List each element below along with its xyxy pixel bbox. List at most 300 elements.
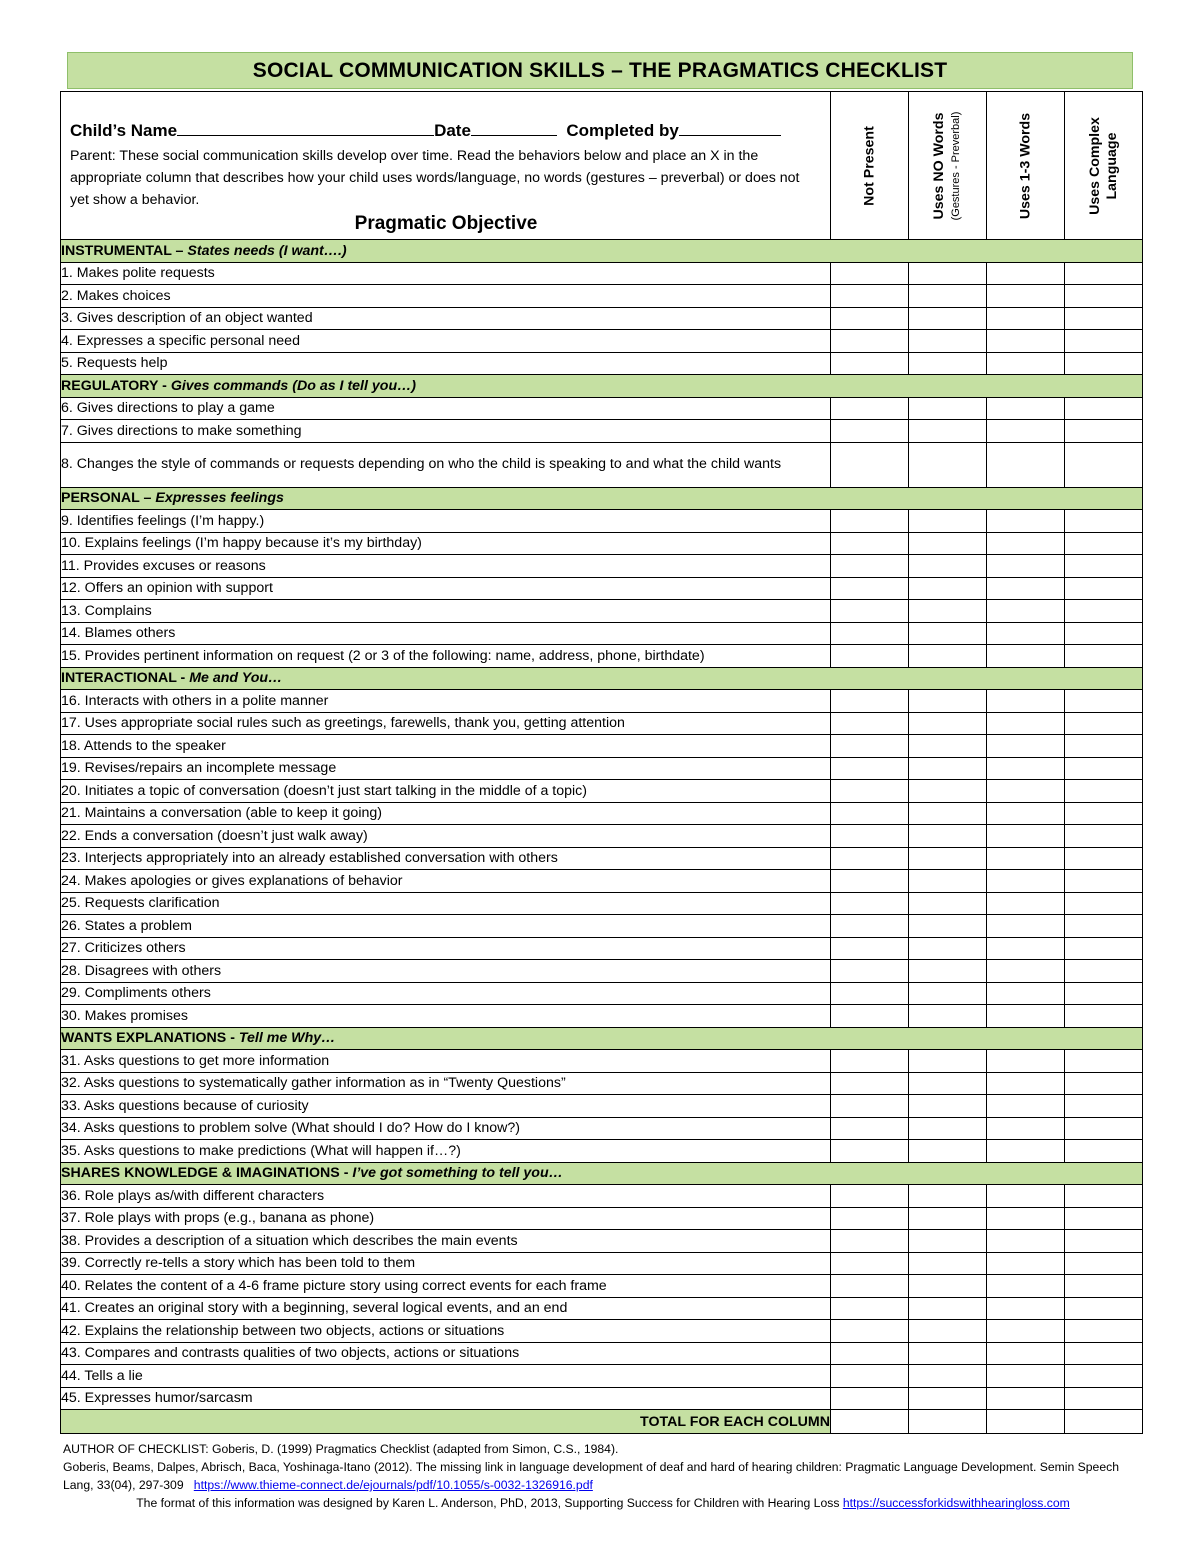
checkbox-cell-no-words[interactable] [909,1387,987,1410]
checkbox-cell-no-words[interactable] [909,600,987,623]
checkbox-cell-one-three-words[interactable] [987,1207,1065,1230]
checkbox-cell-no-words[interactable] [909,960,987,983]
checkbox-cell-one-three-words[interactable] [987,577,1065,600]
checkbox-cell-one-three-words[interactable] [987,1230,1065,1253]
citation [63,1458,1143,1494]
checkbox-cell-one-three-words[interactable] [987,442,1065,487]
checkbox-cell-not-present[interactable] [831,1095,909,1118]
checkbox-cell-no-words[interactable] [909,1117,987,1140]
completed-by-field[interactable] [679,120,781,136]
checkbox-cell-complex-language[interactable] [1065,1252,1143,1275]
completed-by-label: Completed by [566,121,679,140]
checkbox-cell-not-present[interactable] [831,397,909,420]
checklist-row [61,645,1143,668]
checkbox-cell-one-three-words[interactable] [987,307,1065,330]
section-row [61,1027,1143,1050]
checkbox-cell-complex-language[interactable] [1065,712,1143,735]
checkbox-cell-complex-language[interactable] [1065,690,1143,713]
checklist-row [61,1342,1143,1365]
section-separator: – [139,490,156,507]
section-name: INSTRUMENTAL [61,242,172,259]
checkbox-cell-not-present[interactable] [831,780,909,803]
checkbox-cell-not-present[interactable] [831,645,909,668]
checkbox-cell-complex-language[interactable] [1065,960,1143,983]
checkbox-cell-one-three-words[interactable] [987,645,1065,668]
checkbox-cell-not-present[interactable] [831,1297,909,1320]
checkbox-cell-not-present[interactable] [831,1072,909,1095]
checkbox-cell-complex-language[interactable] [1065,915,1143,938]
checkbox-cell-no-words[interactable] [909,690,987,713]
checkbox-cell-not-present[interactable] [831,1005,909,1028]
checkbox-cell-not-present[interactable] [831,420,909,443]
column-header-no-words [909,92,987,240]
checkbox-cell-complex-language[interactable] [1065,1297,1143,1320]
checkbox-cell-no-words[interactable] [909,397,987,420]
checkbox-cell-not-present[interactable] [831,825,909,848]
checkbox-cell-one-three-words[interactable] [987,1297,1065,1320]
checkbox-cell-not-present[interactable] [831,937,909,960]
section-name: PERSONAL [61,490,140,507]
behavior-text: 16. Interacts with others in a polite manner [61,690,831,713]
format-note-link[interactable]: https://successforkidswithhearingloss.com [842,1496,1070,1510]
checkbox-cell-one-three-words[interactable] [987,352,1065,375]
section-separator: - [176,670,190,687]
checkbox-cell-no-words[interactable] [909,1005,987,1028]
checkbox-cell-complex-language[interactable] [1065,285,1143,308]
checkbox-cell-no-words[interactable] [909,982,987,1005]
section-separator: - [339,1165,353,1182]
checkbox-cell-not-present[interactable] [831,1140,909,1163]
checkbox-cell-complex-language[interactable] [1065,780,1143,803]
checkbox-cell-no-words[interactable] [909,1050,987,1073]
behavior-text: 20. Initiates a topic of conversation (doesn’t just start talking in the middle of a topic) [61,780,831,803]
checkbox-cell-complex-language[interactable] [1065,352,1143,375]
checklist-row [61,1387,1143,1410]
checkbox-cell-one-three-words[interactable] [987,1140,1065,1163]
behavior-text: 1. Makes polite requests [61,262,831,285]
checkbox-cell-no-words[interactable] [909,442,987,487]
behavior-text: 45. Expresses humor/sarcasm [61,1387,831,1410]
checkbox-cell-complex-language[interactable] [1065,870,1143,893]
childs-name-label: Child’s Name [70,121,178,140]
total-box-complex-language[interactable] [1065,1410,1143,1434]
checkbox-cell-one-three-words[interactable] [987,847,1065,870]
checkbox-cell-complex-language[interactable] [1065,1387,1143,1410]
checkbox-cell-no-words[interactable] [909,1230,987,1253]
childs-name-field[interactable] [177,120,434,136]
behavior-text: 39. Correctly re-tells a story which has been told to them [61,1252,831,1275]
checklist-row [61,892,1143,915]
checkbox-cell-one-three-words[interactable] [987,802,1065,825]
citation-link[interactable]: https://www.thieme-connect.de/ejournals/pdf/10.1055/s-0032-1326916.pdf [193,1478,593,1492]
checkbox-cell-not-present[interactable] [831,1275,909,1298]
behavior-text: 34. Asks questions to problem solve (What should I do? How do I know?) [61,1117,831,1140]
checkbox-cell-not-present[interactable] [831,285,909,308]
behavior-text: 6. Gives directions to play a game [61,397,831,420]
checkbox-cell-not-present[interactable] [831,982,909,1005]
checkbox-cell-no-words[interactable] [909,1095,987,1118]
checkbox-cell-not-present[interactable] [831,600,909,623]
checkbox-cell-complex-language[interactable] [1065,645,1143,668]
checklist-row [61,1117,1143,1140]
checkbox-cell-one-three-words[interactable] [987,1095,1065,1118]
behavior-text: 17. Uses appropriate social rules such as greetings, farewells, thank you, getting attention [61,712,831,735]
checkbox-cell-not-present[interactable] [831,847,909,870]
checkbox-cell-complex-language[interactable] [1065,577,1143,600]
checklist-row [61,1207,1143,1230]
column-header-complex-language [1065,92,1143,240]
behavior-text: 8. Changes the style of commands or requests depending on who the child is speaking to and what the child wants [61,442,831,487]
behavior-text: 10. Explains feelings (I’m happy because it’s my birthday) [61,532,831,555]
behavior-text: 26. States a problem [61,915,831,938]
checkbox-cell-no-words[interactable] [909,420,987,443]
behavior-text: 19. Revises/repairs an incomplete message [61,757,831,780]
checkbox-cell-one-three-words[interactable] [987,600,1065,623]
checkbox-cell-complex-language[interactable] [1065,1342,1143,1365]
citation-text: Goberis, Beams, Dalpes, Abrisch, Baca, Yoshinaga-Itano (2012). The missing link in language development of deaf and hard of hearing children: Pragmatic Language Development. Semin Speech Lang, 33(04), 297-309 [63,1460,1119,1492]
checklist-row [61,420,1143,443]
checkbox-cell-one-three-words[interactable] [987,735,1065,758]
checkbox-cell-no-words[interactable] [909,780,987,803]
checkbox-cell-one-three-words[interactable] [987,330,1065,353]
checkbox-cell-no-words[interactable] [909,577,987,600]
behavior-text: 29. Compliments others [61,982,831,1005]
checkbox-cell-one-three-words[interactable] [987,1050,1065,1073]
checkbox-cell-complex-language[interactable] [1065,1117,1143,1140]
checklist-row [61,285,1143,308]
section-header [61,240,1143,263]
checkbox-cell-no-words[interactable] [909,1320,987,1343]
checklist-row [61,1050,1143,1073]
checkbox-cell-one-three-words[interactable] [987,982,1065,1005]
section-separator: - [158,377,171,394]
section-name: INTERACTIONAL [61,670,177,687]
checklist-row [61,1185,1143,1208]
total-box-not-present[interactable] [831,1410,909,1434]
section-subtitle: Gives commands (Do as I tell you…) [170,377,417,394]
checklist-row [61,1320,1143,1343]
checkbox-cell-one-three-words[interactable] [987,937,1065,960]
total-row [61,1410,1143,1434]
checkbox-cell-not-present[interactable] [831,712,909,735]
checkbox-cell-complex-language[interactable] [1065,1050,1143,1073]
checkbox-cell-complex-language[interactable] [1065,330,1143,353]
checkbox-cell-not-present[interactable] [831,532,909,555]
section-subtitle: I’ve got something to tell you… [352,1165,563,1182]
checkbox-cell-not-present[interactable] [831,330,909,353]
checkbox-cell-one-three-words[interactable] [987,825,1065,848]
checkbox-cell-no-words[interactable] [909,1185,987,1208]
checkbox-cell-not-present[interactable] [831,1342,909,1365]
behavior-text: 7. Gives directions to make something [61,420,831,443]
section-header [61,487,1143,510]
checkbox-cell-complex-language[interactable] [1065,1140,1143,1163]
checkbox-cell-one-three-words[interactable] [987,690,1065,713]
checklist-row [61,802,1143,825]
behavior-text: 4. Expresses a specific personal need [61,330,831,353]
checkbox-cell-no-words[interactable] [909,622,987,645]
checkbox-cell-complex-language[interactable] [1065,622,1143,645]
behavior-text: 23. Interjects appropriately into an already established conversation with others [61,847,831,870]
checkbox-cell-one-three-words[interactable] [987,555,1065,578]
no-words-sublabel: (Gestures - Preverbal) [949,111,962,220]
checkbox-cell-no-words[interactable] [909,352,987,375]
checkbox-cell-no-words[interactable] [909,307,987,330]
one-three-words-label: Uses 1-3 Words [1017,112,1033,219]
checkbox-cell-complex-language[interactable] [1065,1005,1143,1028]
checkbox-cell-no-words[interactable] [909,510,987,533]
pragmatic-objective-heading: Pragmatic Objective [354,213,538,234]
checkbox-cell-one-three-words[interactable] [987,1252,1065,1275]
checkbox-cell-one-three-words[interactable] [987,420,1065,443]
total-box-one-three-words[interactable] [987,1410,1065,1434]
section-row [61,375,1143,398]
checkbox-cell-not-present[interactable] [831,1252,909,1275]
checkbox-cell-complex-language[interactable] [1065,1072,1143,1095]
checkbox-cell-not-present[interactable] [831,577,909,600]
behavior-text: 25. Requests clarification [61,892,831,915]
checklist-row [61,262,1143,285]
checkbox-cell-not-present[interactable] [831,757,909,780]
checkbox-cell-not-present[interactable] [831,690,909,713]
checkbox-cell-one-three-words[interactable] [987,397,1065,420]
checkbox-cell-not-present[interactable] [831,555,909,578]
checkbox-cell-one-three-words[interactable] [987,1185,1065,1208]
checkbox-cell-no-words[interactable] [909,1207,987,1230]
checklist-row [61,577,1143,600]
behavior-text: 42. Explains the relationship between two objects, actions or situations [61,1320,831,1343]
section-name: REGULATORY [61,377,159,394]
checkbox-cell-not-present[interactable] [831,915,909,938]
behavior-text: 5. Requests help [61,352,831,375]
section-header [61,375,1143,398]
checkbox-cell-no-words[interactable] [909,645,987,668]
checkbox-cell-no-words[interactable] [909,1140,987,1163]
checkbox-cell-not-present[interactable] [831,352,909,375]
checkbox-cell-not-present[interactable] [831,1117,909,1140]
checkbox-cell-no-words[interactable] [909,1365,987,1388]
behavior-text: 14. Blames others [61,622,831,645]
checkbox-cell-complex-language[interactable] [1065,1095,1143,1118]
checkbox-cell-one-three-words[interactable] [987,892,1065,915]
checkbox-cell-complex-language[interactable] [1065,420,1143,443]
checkbox-cell-complex-language[interactable] [1065,510,1143,533]
checkbox-cell-complex-language[interactable] [1065,555,1143,578]
checkbox-cell-one-three-words[interactable] [987,960,1065,983]
checkbox-cell-complex-language[interactable] [1065,532,1143,555]
checklist-row [61,1275,1143,1298]
checkbox-cell-no-words[interactable] [909,1342,987,1365]
behavior-text: 30. Makes promises [61,1005,831,1028]
behavior-text: 11. Provides excuses or reasons [61,555,831,578]
checklist-row [61,555,1143,578]
checkbox-cell-not-present[interactable] [831,307,909,330]
checkbox-cell-not-present[interactable] [831,1230,909,1253]
checkbox-cell-one-three-words[interactable] [987,712,1065,735]
checkbox-cell-complex-language[interactable] [1065,397,1143,420]
checkbox-cell-complex-language[interactable] [1065,1185,1143,1208]
checkbox-cell-complex-language[interactable] [1065,442,1143,487]
checkbox-cell-one-three-words[interactable] [987,1342,1065,1365]
checkbox-cell-no-words[interactable] [909,825,987,848]
header-row [61,92,1143,240]
behavior-text: 36. Role plays as/with different characters [61,1185,831,1208]
checkbox-cell-not-present[interactable] [831,1387,909,1410]
checkbox-cell-one-three-words[interactable] [987,622,1065,645]
checklist-row [61,532,1143,555]
checklist-row [61,330,1143,353]
checkbox-cell-one-three-words[interactable] [987,1275,1065,1298]
format-note-text: The format of this information was designed by Karen L. Anderson, PhD, 2013, Supporting Success for Children with Hearing Loss [136,1496,840,1510]
checkbox-cell-no-words[interactable] [909,532,987,555]
checkbox-cell-no-words[interactable] [909,262,987,285]
section-subtitle: Expresses feelings [155,490,284,507]
checkbox-cell-one-three-words[interactable] [987,510,1065,533]
section-separator: – [171,242,188,259]
checkbox-cell-complex-language[interactable] [1065,982,1143,1005]
checkbox-cell-one-three-words[interactable] [987,1387,1065,1410]
checkbox-cell-not-present[interactable] [831,870,909,893]
checkbox-cell-no-words[interactable] [909,1275,987,1298]
checkbox-cell-not-present[interactable] [831,442,909,487]
checkbox-cell-no-words[interactable] [909,1297,987,1320]
behavior-text: 40. Relates the content of a 4-6 frame picture story using correct events for each frame [61,1275,831,1298]
checklist-row [61,915,1143,938]
checkbox-cell-one-three-words[interactable] [987,1005,1065,1028]
total-box-no-words[interactable] [909,1410,987,1434]
checkbox-cell-no-words[interactable] [909,937,987,960]
instructions-text: Parent: These social communication skills develop over time. Read the behaviors below and place an X in the appropriate column that describes how your child uses words/language, no words (gestures – preverbal) or does not yet show a behavior. [70,148,800,208]
checkbox-cell-one-three-words[interactable] [987,870,1065,893]
checklist-row [61,442,1143,487]
complex-label-line1: Uses Complex [1086,116,1103,215]
behavior-text: 38. Provides a description of a situation which describes the main events [61,1230,831,1253]
behavior-text: 44. Tells a lie [61,1365,831,1388]
checkbox-cell-complex-language[interactable] [1065,1320,1143,1343]
checkbox-cell-complex-language[interactable] [1065,937,1143,960]
checkbox-cell-complex-language[interactable] [1065,892,1143,915]
behavior-text: 15. Provides pertinent information on request (2 or 3 of the following: name, address, phone, birthdate) [61,645,831,668]
checklist-row [61,825,1143,848]
checkbox-cell-no-words[interactable] [909,712,987,735]
checkbox-cell-complex-language[interactable] [1065,262,1143,285]
format-note [63,1494,1143,1512]
behavior-text: 3. Gives description of an object wanted [61,307,831,330]
checkbox-cell-no-words[interactable] [909,285,987,308]
checkbox-cell-no-words[interactable] [909,330,987,353]
checkbox-cell-not-present[interactable] [831,1320,909,1343]
behavior-text: 32. Asks questions to systematically gather information as in “Twenty Questions” [61,1072,831,1095]
checkbox-cell-no-words[interactable] [909,892,987,915]
checkbox-cell-not-present[interactable] [831,510,909,533]
checkbox-cell-one-three-words[interactable] [987,757,1065,780]
checklist-row [61,1297,1143,1320]
section-row [61,487,1143,510]
checklist-row [61,1365,1143,1388]
checkbox-cell-no-words[interactable] [909,870,987,893]
checklist-row [61,1230,1143,1253]
checkbox-cell-one-three-words[interactable] [987,285,1065,308]
checkbox-cell-complex-language[interactable] [1065,757,1143,780]
checklist-row [61,1140,1143,1163]
section-row [61,1162,1143,1185]
checkbox-cell-not-present[interactable] [831,622,909,645]
checkbox-cell-complex-language[interactable] [1065,1275,1143,1298]
behavior-text: 21. Maintains a conversation (able to keep it going) [61,802,831,825]
column-header-not-present [831,92,909,240]
checkbox-cell-complex-language[interactable] [1065,600,1143,623]
checkbox-cell-not-present[interactable] [831,735,909,758]
checkbox-cell-not-present[interactable] [831,802,909,825]
checkbox-cell-one-three-words[interactable] [987,915,1065,938]
not-present-label: Not Present [861,125,877,206]
section-header [61,1162,1143,1185]
checkbox-cell-complex-language[interactable] [1065,1230,1143,1253]
checkbox-cell-no-words[interactable] [909,1072,987,1095]
checkbox-cell-no-words[interactable] [909,915,987,938]
checkbox-cell-no-words[interactable] [909,735,987,758]
checkbox-cell-one-three-words[interactable] [987,1117,1065,1140]
checkbox-cell-no-words[interactable] [909,757,987,780]
section-row [61,667,1143,690]
checkbox-cell-one-three-words[interactable] [987,1320,1065,1343]
behavior-text: 18. Attends to the speaker [61,735,831,758]
checkbox-cell-not-present[interactable] [831,1207,909,1230]
checklist-row [61,1095,1143,1118]
checkbox-cell-not-present[interactable] [831,1185,909,1208]
date-field[interactable] [471,120,557,136]
checkbox-cell-one-three-words[interactable] [987,1072,1065,1095]
behavior-text: 31. Asks questions to get more information [61,1050,831,1073]
checkbox-cell-complex-language[interactable] [1065,825,1143,848]
section-header [61,667,1143,690]
checklist-row [61,1005,1143,1028]
checkbox-cell-not-present[interactable] [831,960,909,983]
checklist-row [61,600,1143,623]
section-header [61,1027,1143,1050]
section-row [61,240,1143,263]
checkbox-cell-no-words[interactable] [909,1252,987,1275]
checklist-row [61,1072,1143,1095]
checkbox-cell-no-words[interactable] [909,555,987,578]
checkbox-cell-complex-language[interactable] [1065,307,1143,330]
checkbox-cell-one-three-words[interactable] [987,532,1065,555]
behavior-text: 13. Complains [61,600,831,623]
checkbox-cell-one-three-words[interactable] [987,262,1065,285]
checkbox-cell-not-present[interactable] [831,262,909,285]
checklist-row [61,735,1143,758]
checkbox-cell-one-three-words[interactable] [987,1365,1065,1388]
checkbox-cell-not-present[interactable] [831,1365,909,1388]
checklist-row [61,352,1143,375]
checkbox-cell-no-words[interactable] [909,847,987,870]
behavior-text: 33. Asks questions because of curiosity [61,1095,831,1118]
checkbox-cell-one-three-words[interactable] [987,780,1065,803]
behavior-text: 22. Ends a conversation (doesn’t just walk away) [61,825,831,848]
author-credit: AUTHOR OF CHECKLIST: Goberis, D. (1999) Pragmatics Checklist (adapted from Simon, C.S., 1984). [63,1442,619,1456]
checkbox-cell-complex-language[interactable] [1065,802,1143,825]
section-subtitle: Me and You… [189,670,283,687]
child-info-line [70,120,822,141]
checkbox-cell-complex-language[interactable] [1065,847,1143,870]
checkbox-cell-not-present[interactable] [831,892,909,915]
checkbox-cell-complex-language[interactable] [1065,1365,1143,1388]
checkbox-cell-not-present[interactable] [831,1050,909,1073]
checkbox-cell-complex-language[interactable] [1065,735,1143,758]
checkbox-cell-no-words[interactable] [909,802,987,825]
checklist-row [61,510,1143,533]
checkbox-cell-complex-language[interactable] [1065,1207,1143,1230]
